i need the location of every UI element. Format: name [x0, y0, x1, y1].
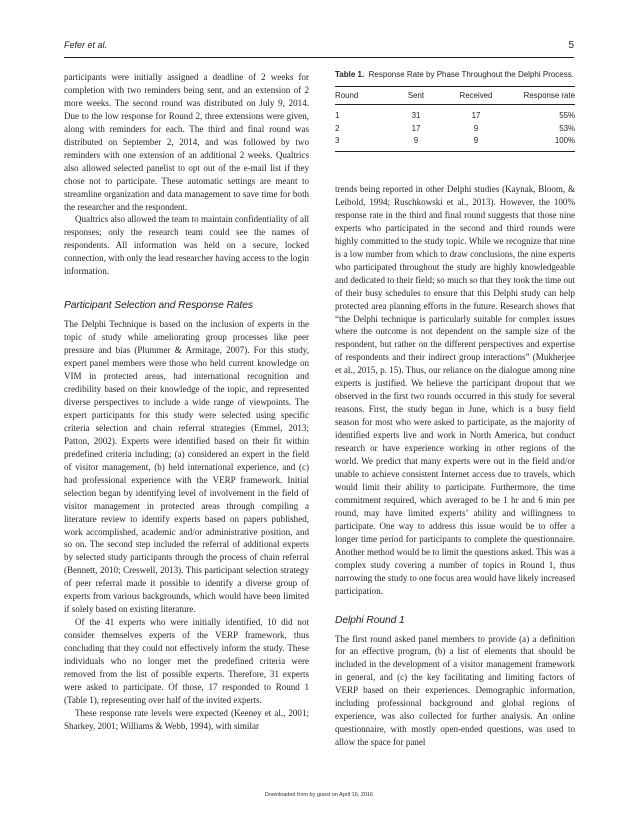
table-cell: 53%: [559, 123, 575, 133]
column-header-received: Received: [443, 87, 509, 105]
running-head-authors: Fefer et al.: [64, 40, 108, 50]
table-cell: 9: [389, 134, 443, 151]
table-caption: [335, 69, 575, 80]
left-column: [64, 71, 309, 733]
section-heading: Delphi Round 1: [335, 614, 405, 626]
table-header-row: [335, 87, 575, 105]
table-cell: 1: [335, 111, 340, 120]
response-rate-table: [335, 69, 575, 152]
column-header-sent: Sent: [389, 87, 443, 105]
paragraph: The Delphi Technique is based on the inclusion of experts in the topic of study while ameliorating group processes like peer pressure and bias (Plummer & Armitage, 2007). For this study, expert panel members were those who held current knowledge on VIM in protected areas, had international recognition and credibility based on their knowledge of the topic, and represented diverse perspectives to include a wide range of viewpoints. The expert participants for this study were selected using specific criteria selection and chain referral strategies (Emmel, 2013; Patton, 2002). Experts were identified based on their fit within predefined criteria including; (a) considered an expert in the field of visitor management, (b) held international experience, and (c) had professional experience with the VERP framework. Initial selection began by identifying level of involvement in the field of visitor management in protected areas through compiling a literature review to identify experts based on papers published, work accomplished, academic and/or administrative position, and so on. The second step included the referral of additional experts by selected study participants through the process of chain referral (Bennett, 2010; Creswell, 2013). This participant selection strategy of peer referral made it possible to identify a diverse group of experts from various backgrounds, which would have been limited if solely based on existing literature.: [64, 319, 309, 615]
table-cell: 9: [443, 134, 509, 151]
paragraph: Qualtrics also allowed the team to maintain confidentiality of all responses; only the research team could see the names of respondents. All information was held on a secure, locked connection, with only the lead researcher having access to the login information.: [64, 214, 309, 277]
data-table: [335, 86, 575, 152]
paragraph: These response rate levels were expected (Keeney et al., 2001; Sharkey, 2001; Williams & Webb, 1994), with similar: [64, 707, 309, 731]
paragraph: Of the 41 experts who were initially identified, 10 did not consider themselves experts of the VERP framework, thus concluding that they could not effectively inform the study. These individuals who no longer met the predefined criteria were removed from the list of possible experts. Therefore, 31 experts were asked to participate. Of those, 17 responded to Round 1 (Table 1), representing over half of the invited experts.: [64, 617, 309, 705]
table-cell: 55%: [559, 111, 575, 120]
header-rule: [64, 57, 574, 58]
column-header-round: Round: [335, 87, 389, 105]
running-head: [64, 40, 574, 54]
table-cell: 31: [411, 111, 421, 120]
table-row: [335, 122, 575, 135]
download-footer: Downloaded from by guest on April 16, 2016: [264, 792, 374, 798]
table-cell: 100%: [509, 134, 575, 151]
table-cell: 17: [411, 123, 421, 133]
column-header-response-rate: Response rate: [509, 87, 575, 105]
table-cell: 9: [473, 123, 479, 133]
table-cell: 2: [335, 123, 340, 133]
right-column: [335, 183, 575, 749]
paragraph: trends being reported in other Delphi studies (Kaynak, Bloom, & Leibold, 1994; Ruschkowski et al., 2013). However, the 100% response rate in the third and final round suggests that those nine experts who participated in the second and third rounds were highly committed to the study topic. While we recognize that nine is a low number from which to draw conclusions, the nine experts who participated throughout the study are highly knowledgeable and dedicated to their field; so much so that they took the time out of their busy schedules to ensure that this Delphi study can help protected area planning efforts in the future. Research shows that “the Delphi technique is particularly suitable for complex issues where the outcome is not dependent on the sample size of the respondent, but rather on the different perspectives and expertise of respondents and their indirect group interactions” (Mukherjee et al., 2015, p. 15). Thus, our reliance on the dialogue among nine experts is justified. We believe the participant dropout that we observed in the first two rounds occurred in this study for several reasons. First, the study began in June, which is a busy field season for most who were asked to participate, as the majority of identified experts live and work in North America, but conduct research or have experience working in other regions of the world. We predict that many experts were out in the field and/or unable to achieve consistent Internet access due to travels, which would limit their ability to participate. Furthermore, the time commitment required, which averaged to be 1 hr and 6 min per round, may have limited experts’ ability and willingness to participate. One way to address this issue would be to offer a longer time period for participants to complete the questionnaire. Another method would be to limit the questions asked. This was a complex study covering a number of topics in Round 1, thus narrowing the study to one focus area would have likely increased participation.: [335, 184, 575, 596]
table-cell: 3: [335, 134, 389, 151]
table-label: Table 1.: [335, 70, 365, 79]
table-row: [335, 105, 575, 122]
table-cell: 17: [471, 111, 481, 120]
paragraph: participants were initially assigned a deadline of 2 weeks for completion with two reminders being sent, and an extension of 2 more weeks. The second round was distributed on July 9, 2014. Due to the low response for Round 2, three extensions were given, along with reminders for each. The third and final round was distributed on September 2, 2014, and was followed by two reminders with one extension of an additional 2 weeks. Qualtrics also allowed selected panelist to opt out of the e-mail list if they chose not to participate. These automatic settings are meant to streamline organization and data management to save time for both the researcher and the respondent.: [64, 72, 309, 212]
table-row: [335, 134, 575, 151]
section-heading: Participant Selection and Response Rates: [64, 300, 253, 312]
page-number: 5: [568, 40, 574, 51]
paragraph: The first round asked panel members to provide (a) a definition for an effective program, (b) a list of elements that should be included in the development of a visitor management framework in general, and (c) the key facilitating and limiting factors of VERP based on their experiences. Demographic information, including professional background and global regions of experience, was also collected for further analysis. An online questionnaire, with mostly open-ended questions, was used to allow the space for panel: [335, 633, 575, 748]
table-title: Response Rate by Phase Throughout the Delphi Process.: [368, 70, 574, 79]
